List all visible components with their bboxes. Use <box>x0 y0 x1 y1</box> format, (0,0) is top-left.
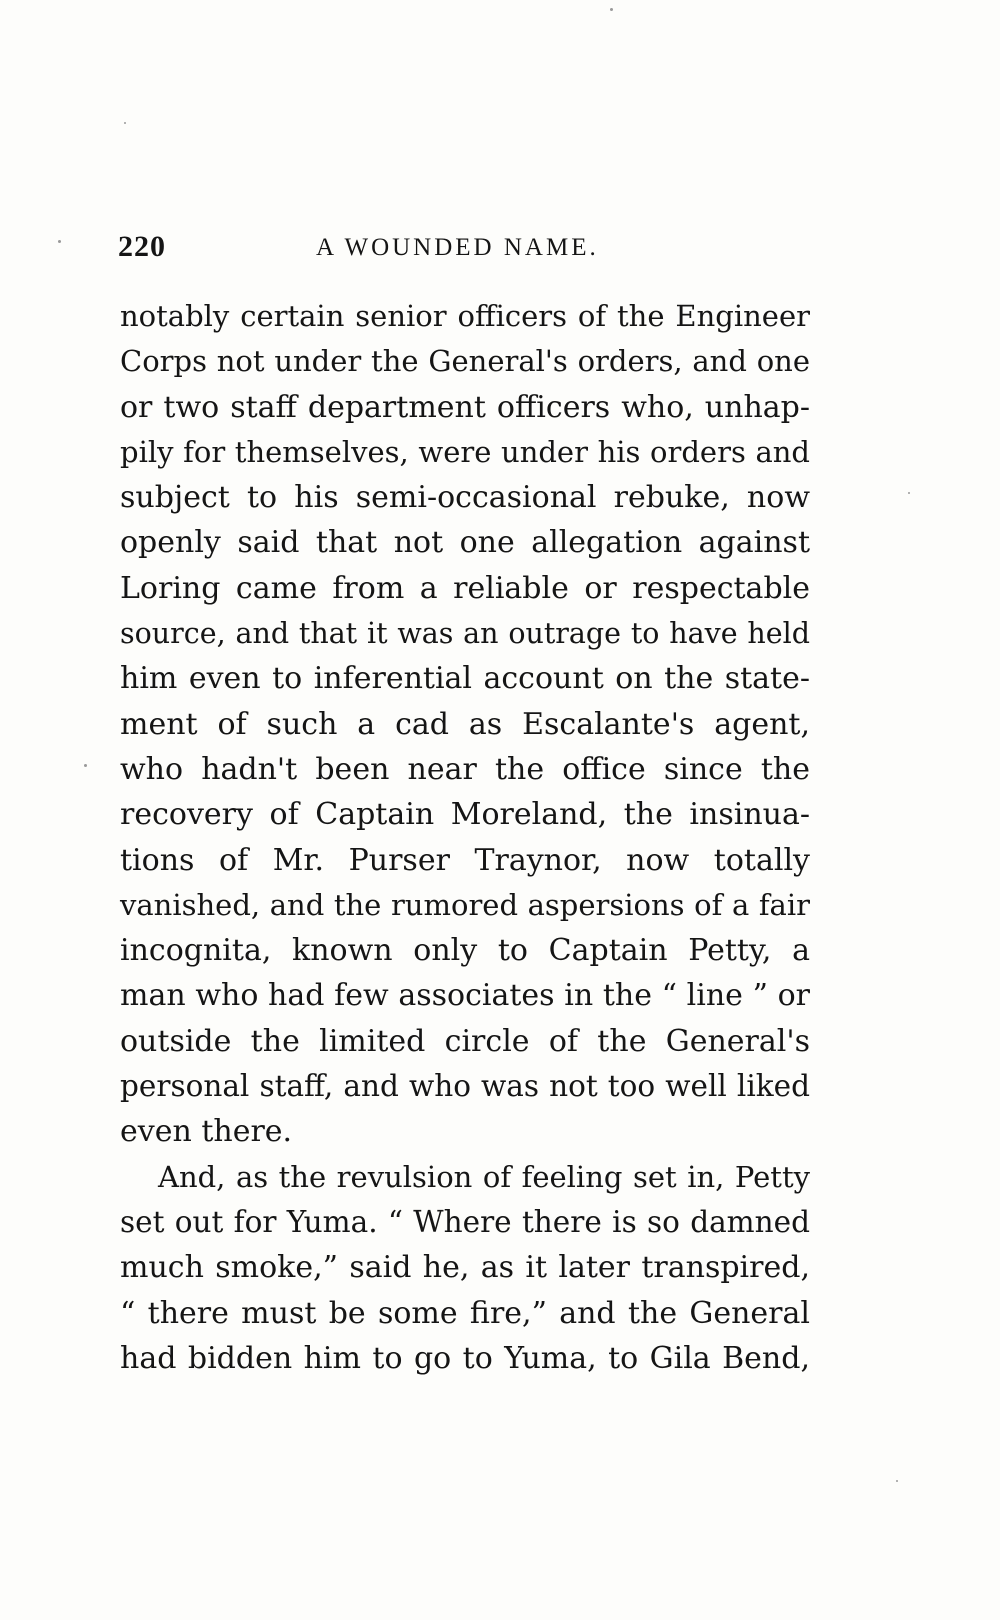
text-line: or two staff department officers who, unhap- <box>120 389 810 425</box>
scan-speck <box>908 492 910 494</box>
running-title: A WOUNDED NAME. <box>316 234 599 261</box>
scan-speck <box>124 122 126 124</box>
body-text <box>120 294 810 1381</box>
text-line: set out for Yuma. “ Where there is so damned <box>120 1204 810 1239</box>
scan-speck <box>896 1480 898 1482</box>
text-line: who hadn't been near the office since the <box>120 751 810 787</box>
text-line: Loring came from a reliable or respectable <box>120 570 810 606</box>
text-line: outside the limited circle of the General's <box>120 1023 810 1059</box>
text-line: personal staff, and who was not too well liked <box>120 1069 810 1104</box>
text-line: vanished, and the rumored aspersions of a fair <box>120 887 810 922</box>
text-line: incognita, known only to Captain Petty, a <box>120 933 810 969</box>
scan-speck <box>610 8 613 11</box>
running-head <box>118 230 818 270</box>
text-line: “ there must be some fire,” and the General <box>120 1295 810 1331</box>
text-line: notably certain senior officers of the Engineer <box>120 299 810 333</box>
page-number: 220 <box>118 230 166 263</box>
text-line: source, and that it was an outrage to have held <box>120 617 810 651</box>
paragraph <box>120 294 810 1155</box>
text-line: even there. <box>120 1114 293 1150</box>
text-line: ment of such a cad as Escalante's agent, <box>120 706 810 742</box>
text-line: And, as the revulsion of feeling set in, Petty <box>158 1159 810 1194</box>
scan-speck <box>58 240 61 243</box>
text-line: pily for themselves, were under his orders and <box>120 434 810 469</box>
text-line: subject to his semi-occasional rebuke, now <box>120 480 810 516</box>
text-line: much smoke,” said he, as it later transpired, <box>120 1250 810 1286</box>
text-line: tions of Mr. Purser Traynor, now totally <box>120 842 810 878</box>
text-line: openly said that not one allegation against <box>120 525 810 561</box>
paragraph <box>120 1155 810 1381</box>
text-line: man who had few associates in the “ line ” or <box>120 978 810 1014</box>
text-line: Corps not under the General's orders, and one <box>120 344 810 379</box>
text-line: him even to inferential account on the state- <box>120 661 810 697</box>
scan-speck <box>84 764 87 767</box>
text-line: had bidden him to go to Yuma, to Gila Bend, <box>120 1340 810 1376</box>
text-line: recovery of Captain Moreland, the insinua- <box>120 797 810 833</box>
